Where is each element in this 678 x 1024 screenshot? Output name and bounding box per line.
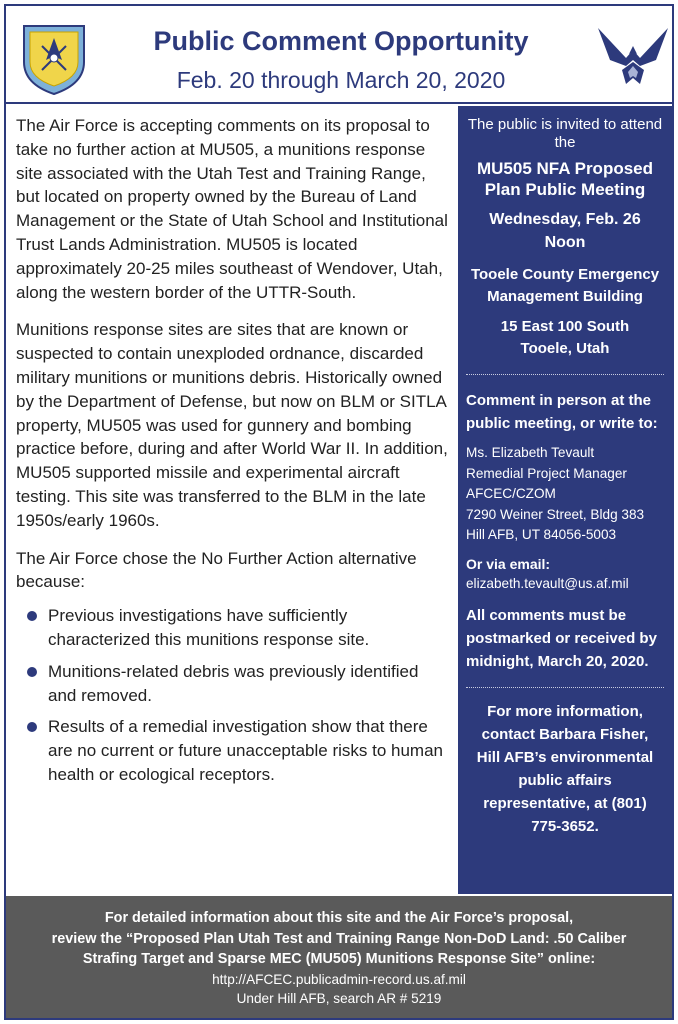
list-item — [16, 660, 450, 708]
footer-line-3: Strafing Target and Sparse MEC (MU505) Munitions Response Site” online: — [82, 951, 596, 967]
list-item — [16, 715, 450, 786]
intro-paragraph: The Air Force is accepting comments on its proposal to take no further action at MU505, a munitions response site associated with the Utah Test and Training Range, but located on property owned by the Bureau of Land Management or the State of Utah School and Institutional Trust Lands Administration. MU505 is located approximately 20-25 miles southeast of Wendover, Utah, along the western border of the UTTR-South. — [16, 116, 448, 302]
meeting-venue: Tooele County Emergency Management Building — [470, 266, 660, 305]
mailing-address — [458, 443, 672, 546]
list-item-text: Results of a remedial investigation show that there are no current or future unacceptable risks to human health or ecological receptors. — [48, 717, 443, 784]
comment-heading: Comment in person at the public meeting, or write to: — [466, 392, 658, 432]
footer-line-1: For detailed information about this site and the Air Force’s proposal, — [104, 910, 574, 926]
admin-record-url[interactable]: http://AFCEC.publicadmin-record.us.af.mil — [212, 971, 466, 987]
contact-street: 7290 Weiner Street, Bldg 383 — [466, 506, 645, 522]
background-paragraph: Munitions response sites are sites that are known or suspected to contain unexploded ordnance, discarded military munitions or munitions debris. Historically owned by the Department of Defense, but now on BLM or SITLA property, MU505 was used for gunnery and bombing practice before, during and after World War II. In addition, MU505 supported missile and experimental aircraft testing. This site was transferred to the BLM in the late 1950s/early 1960s. — [16, 320, 448, 530]
invite-text: The public is invited to attend the — [467, 116, 663, 151]
meeting-time: Noon — [544, 234, 586, 251]
page-title: Public Comment Opportunity — [153, 26, 529, 56]
footer-line-2: review the “Proposed Plan Utah Test and Training Range Non-DoD Land: .50 Caliber — [51, 930, 627, 947]
meeting-date-time — [458, 208, 672, 254]
search-instruction: Under Hill AFB, search AR # 5219 — [236, 991, 442, 1006]
meeting-date: Wednesday, Feb. 26 — [489, 211, 641, 228]
meeting-sidebar — [458, 106, 672, 894]
contact-title: Remedial Project Manager — [466, 465, 627, 481]
list-item-text: Previous investigations have sufficiently characterized this munitions response site. — [48, 606, 370, 649]
dotted-divider — [466, 374, 664, 375]
bullet-icon — [27, 611, 37, 621]
afcec-shield-emblem-icon — [18, 20, 90, 96]
main-content — [16, 114, 450, 795]
contact-city: Hill AFB, UT 84056-5003 — [466, 527, 617, 542]
comment-period-dates: Feb. 20 through March 20, 2020 — [176, 67, 506, 93]
list-item — [16, 604, 450, 652]
more-info-contact: For more information, contact Barbara Fisher, Hill AFB’s environmental public affairs representative, at (801) 775-3652. — [476, 702, 654, 835]
bullet-icon — [27, 722, 37, 732]
header — [6, 6, 672, 104]
dotted-divider — [466, 687, 664, 688]
contact-org: AFCEC/CZOM — [466, 486, 556, 501]
comment-deadline: All comments must be postmarked or received by midnight, March 20, 2020. — [466, 606, 657, 670]
meeting-title: MU505 NFA Proposed Plan Public Meeting — [476, 159, 654, 199]
email-link[interactable]: elizabeth.tevault@us.af.mil — [466, 575, 629, 591]
air-force-symbol-icon — [596, 20, 670, 92]
contact-name: Ms. Elizabeth Tevault — [466, 445, 595, 460]
reasons-list — [16, 604, 450, 787]
address-line-2: Tooele, Utah — [520, 340, 610, 357]
address-line-1: 15 East 100 South — [500, 318, 630, 335]
email-heading: Or via email: — [466, 555, 551, 572]
bullet-icon — [27, 667, 37, 677]
meeting-address — [458, 316, 672, 360]
decision-paragraph: The Air Force chose the No Further Action alternative because: — [16, 548, 417, 592]
list-item-text: Munitions-related debris was previously identified and removed. — [48, 661, 419, 705]
footer — [6, 896, 672, 1018]
